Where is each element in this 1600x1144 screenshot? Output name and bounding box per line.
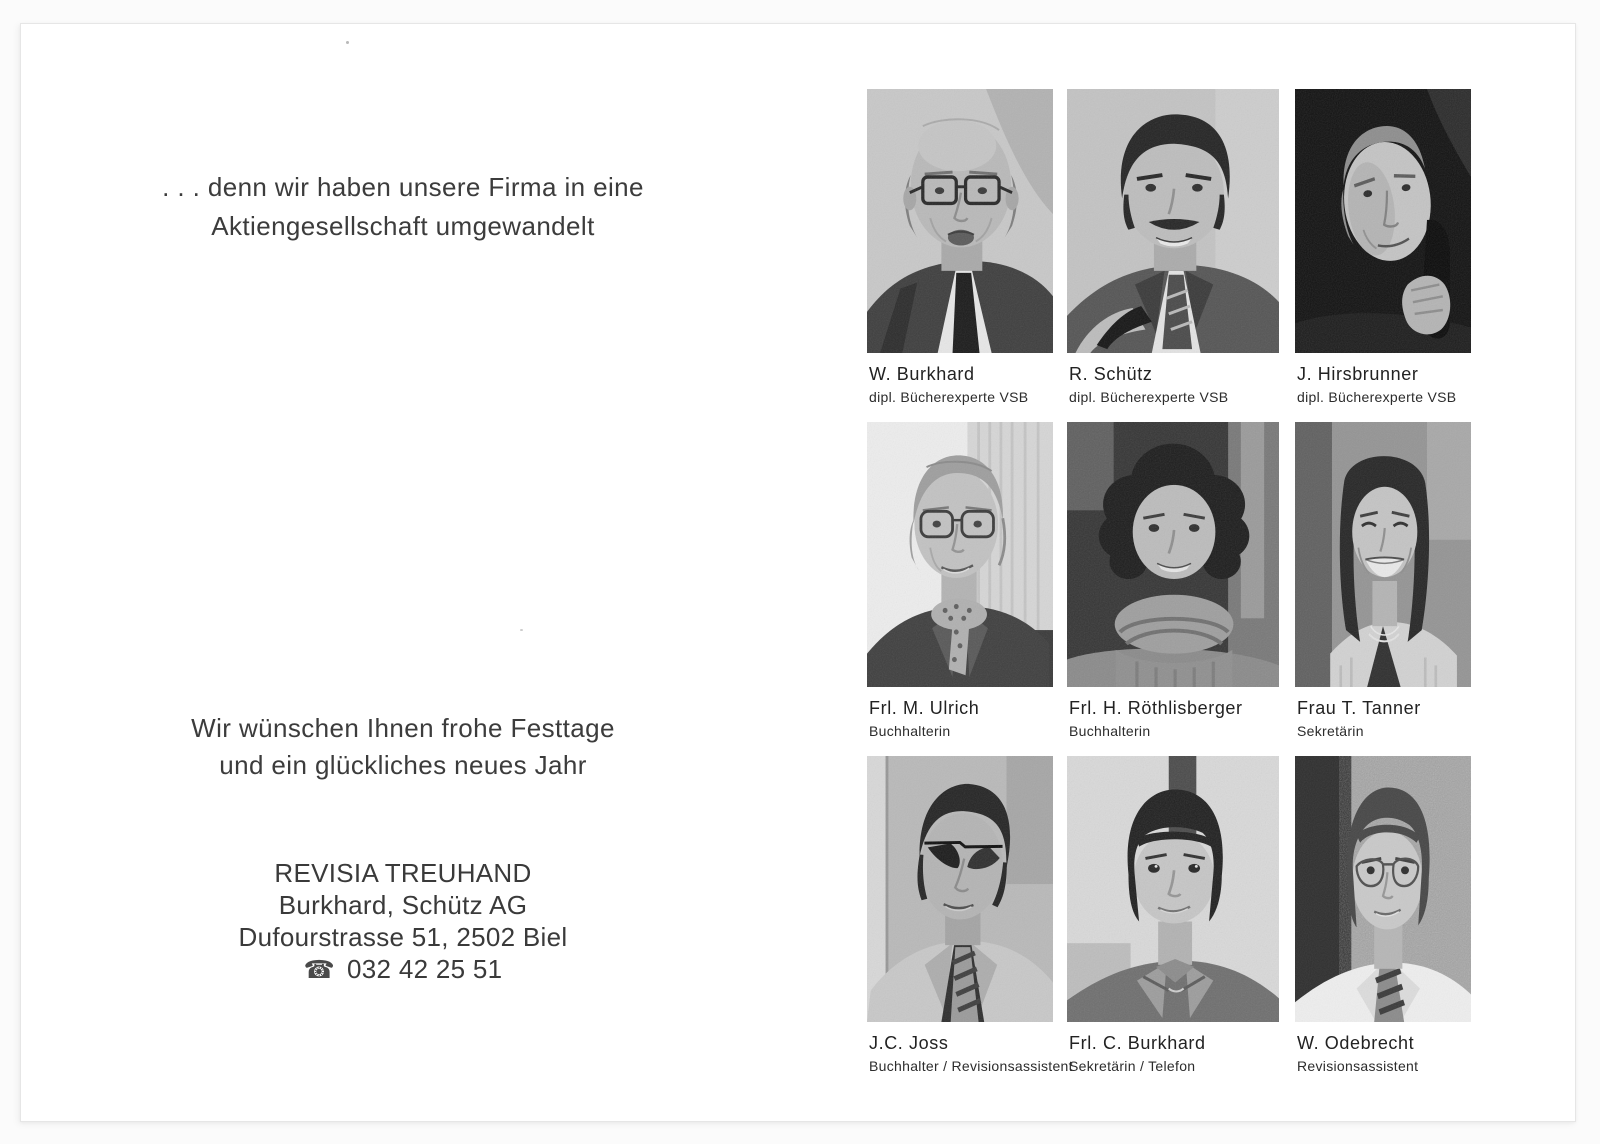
portrait-photo <box>867 422 1053 687</box>
greeting-line-2: und ein glückliches neues Jahr <box>219 750 587 780</box>
intro-text <box>103 168 703 246</box>
scan-speck <box>520 629 523 631</box>
company-name: REVISIA TREUHAND <box>274 858 532 888</box>
scan-speck <box>346 41 349 44</box>
staff-card <box>867 756 1073 1074</box>
staff-title: Buchhalterin <box>869 723 951 739</box>
staff-card <box>1295 422 1471 739</box>
company-subname: Burkhard, Schütz AG <box>278 890 528 920</box>
staff-name: J.C. Joss <box>869 1033 949 1053</box>
staff-card <box>1295 756 1471 1074</box>
company-phone: 032 42 25 51 <box>347 954 503 984</box>
staff-name: Frl. M. Ulrich <box>869 698 980 718</box>
staff-title: Revisionsassistent <box>1297 1058 1419 1074</box>
staff-name: Frau T. Tanner <box>1297 698 1421 718</box>
staff-title: Buchhalterin <box>1069 723 1151 739</box>
greeting-text <box>103 710 703 784</box>
staff-card <box>1295 89 1471 405</box>
greeting-card <box>20 23 1576 1122</box>
staff-card <box>1067 756 1279 1074</box>
portrait-photo <box>867 756 1053 1022</box>
staff-name: J. Hirsbrunner <box>1297 364 1419 384</box>
portrait-photo <box>1067 756 1279 1022</box>
portrait-photo <box>1295 756 1471 1022</box>
staff-title: dipl. Bücherexperte VSB <box>1069 389 1229 405</box>
staff-name: Frl. H. Röthlisberger <box>1069 698 1243 718</box>
portrait-photo <box>867 89 1053 353</box>
staff-name: W. Odebrecht <box>1297 1033 1415 1053</box>
staff-card <box>1067 89 1279 405</box>
staff-title: dipl. Bücherexperte VSB <box>1297 389 1457 405</box>
staff-name: W. Burkhard <box>869 364 975 384</box>
staff-title: Sekretärin / Telefon <box>1069 1058 1196 1074</box>
staff-title: Sekretärin <box>1297 723 1364 739</box>
greeting-line-1: Wir wünschen Ihnen frohe Festtage <box>191 713 615 743</box>
staff-card <box>867 422 1053 739</box>
staff-card <box>867 89 1053 405</box>
intro-line-1: . . . denn wir haben unsere Firma in eine <box>162 172 644 202</box>
staff-title: Buchhalter / Revisionsassistent <box>869 1058 1073 1074</box>
portrait-photo <box>1295 89 1471 353</box>
staff-name: Frl. C. Burkhard <box>1069 1033 1206 1053</box>
portrait-photo <box>1067 422 1279 687</box>
intro-line-2: Aktiengesellschaft umgewandelt <box>211 211 595 241</box>
portrait-photo <box>1067 89 1279 353</box>
company-phone-row <box>103 953 703 986</box>
portrait-photo <box>1295 422 1471 687</box>
company-address: Dufourstrasse 51, 2502 Biel <box>238 922 568 952</box>
telephone-icon: ☎ <box>303 955 336 984</box>
staff-title: dipl. Bücherexperte VSB <box>869 389 1029 405</box>
staff-card <box>1067 422 1279 739</box>
company-block <box>103 857 703 986</box>
staff-name: R. Schütz <box>1069 364 1153 384</box>
